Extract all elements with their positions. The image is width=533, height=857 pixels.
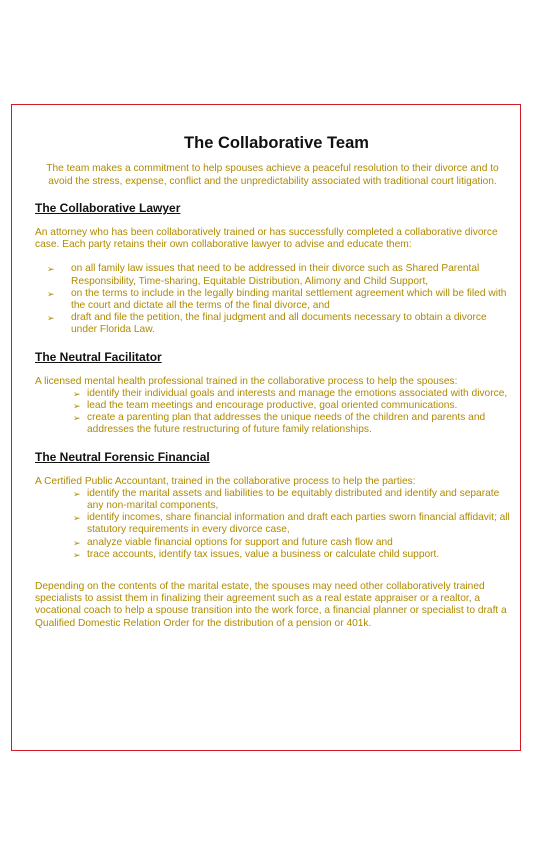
bullet-list [35, 488, 510, 561]
list-item: ➢ create a parenting plan that addresses the unique needs of the children and parents and addresses the future restructuring of future family relationships. [73, 412, 486, 436]
section-paragraph: A Certified Public Accountant, trained in the collaborative process to help the parties: [35, 475, 416, 487]
arrow-bullet-icon: ➢ [73, 488, 81, 499]
arrow-bullet-icon: ➢ [73, 401, 81, 412]
arrow-bullet-icon: ➢ [73, 513, 81, 524]
section-facilitator [35, 350, 510, 437]
list-item: ➢ identify their individual goals and interests and manage the emotions associated with divorce, [73, 387, 508, 399]
section-heading: The Neutral Forensic Financial [35, 449, 210, 464]
arrow-bullet-icon: ➢ [73, 549, 81, 560]
section-paragraph: An attorney who has been collaboratively trained or has successfully completed a collaborative divorce case. Each party retains their own collaborative lawyer to advise and educate them: [35, 227, 498, 251]
arrow-bullet-icon: ➢ [47, 313, 55, 324]
section-paragraph: A licensed mental health professional trained in the collaborative process to help the spouses: [35, 375, 458, 387]
arrow-bullet-icon: ➢ [47, 264, 55, 275]
document-body [35, 128, 510, 630]
section-heading: The Collaborative Lawyer [35, 201, 181, 215]
bullet-list [35, 263, 510, 336]
arrow-bullet-icon: ➢ [73, 413, 81, 424]
page-title: The Collaborative Team [184, 134, 369, 152]
bullet-list [35, 388, 510, 437]
section-lawyer [35, 201, 510, 337]
closing-paragraph: Depending on the contents of the marital estate, the spouses may need other collaboratively trained specialists to assist them in finalizing their agreement such as a real estate appraiser or a realtor, a vocational coach to help a spouse transition into the work force, a financial planner or specialist to draft a Qualified Domestic Relation Order for the distribution of a pension or 401k. [35, 581, 507, 629]
list-item: ➢ identify the marital assets and liabilities to be equitably distributed and identify and separate any non-marital components, [73, 487, 500, 512]
list-item: ➢ lead the team meetings and encourage productive, goal oriented communications. [73, 400, 458, 412]
list-item: ➢ draft and file the petition, the final judgment and all documents necessary to obtain a divorce under Florida Law. [47, 312, 487, 336]
list-item: ➢ on the terms to include in the legally binding marital settlement agreement which will be filed with the court and dictate all the terms of the final divorce, and [47, 287, 507, 312]
list-item: ➢ analyze viable financial options for support and future cash flow and [73, 536, 393, 548]
list-item: ➢ on all family law issues that need to be addressed in their divorce such as Shared Parental Responsibility, Time-sharing, Equitable Distribution, Alimony and Child Support, [47, 263, 480, 287]
section-financial [35, 450, 510, 561]
list-item: ➢ identify incomes, share financial information and draft each parties sworn financial affidavit; all statutory requirements in every divorce case, [73, 512, 510, 536]
arrow-bullet-icon: ➢ [73, 388, 81, 399]
arrow-bullet-icon: ➢ [47, 288, 55, 299]
list-item: ➢ trace accounts, identify tax issues, value a business or calculate child support. [73, 548, 440, 560]
intro-paragraph: The team makes a commitment to help spouses achieve a peaceful resolution to their divorce and to avoid the stress, expense, conflict and the unpredictability associated with traditional court litigation. [46, 163, 499, 187]
arrow-bullet-icon: ➢ [73, 537, 81, 548]
section-heading: The Neutral Facilitator [35, 349, 162, 364]
